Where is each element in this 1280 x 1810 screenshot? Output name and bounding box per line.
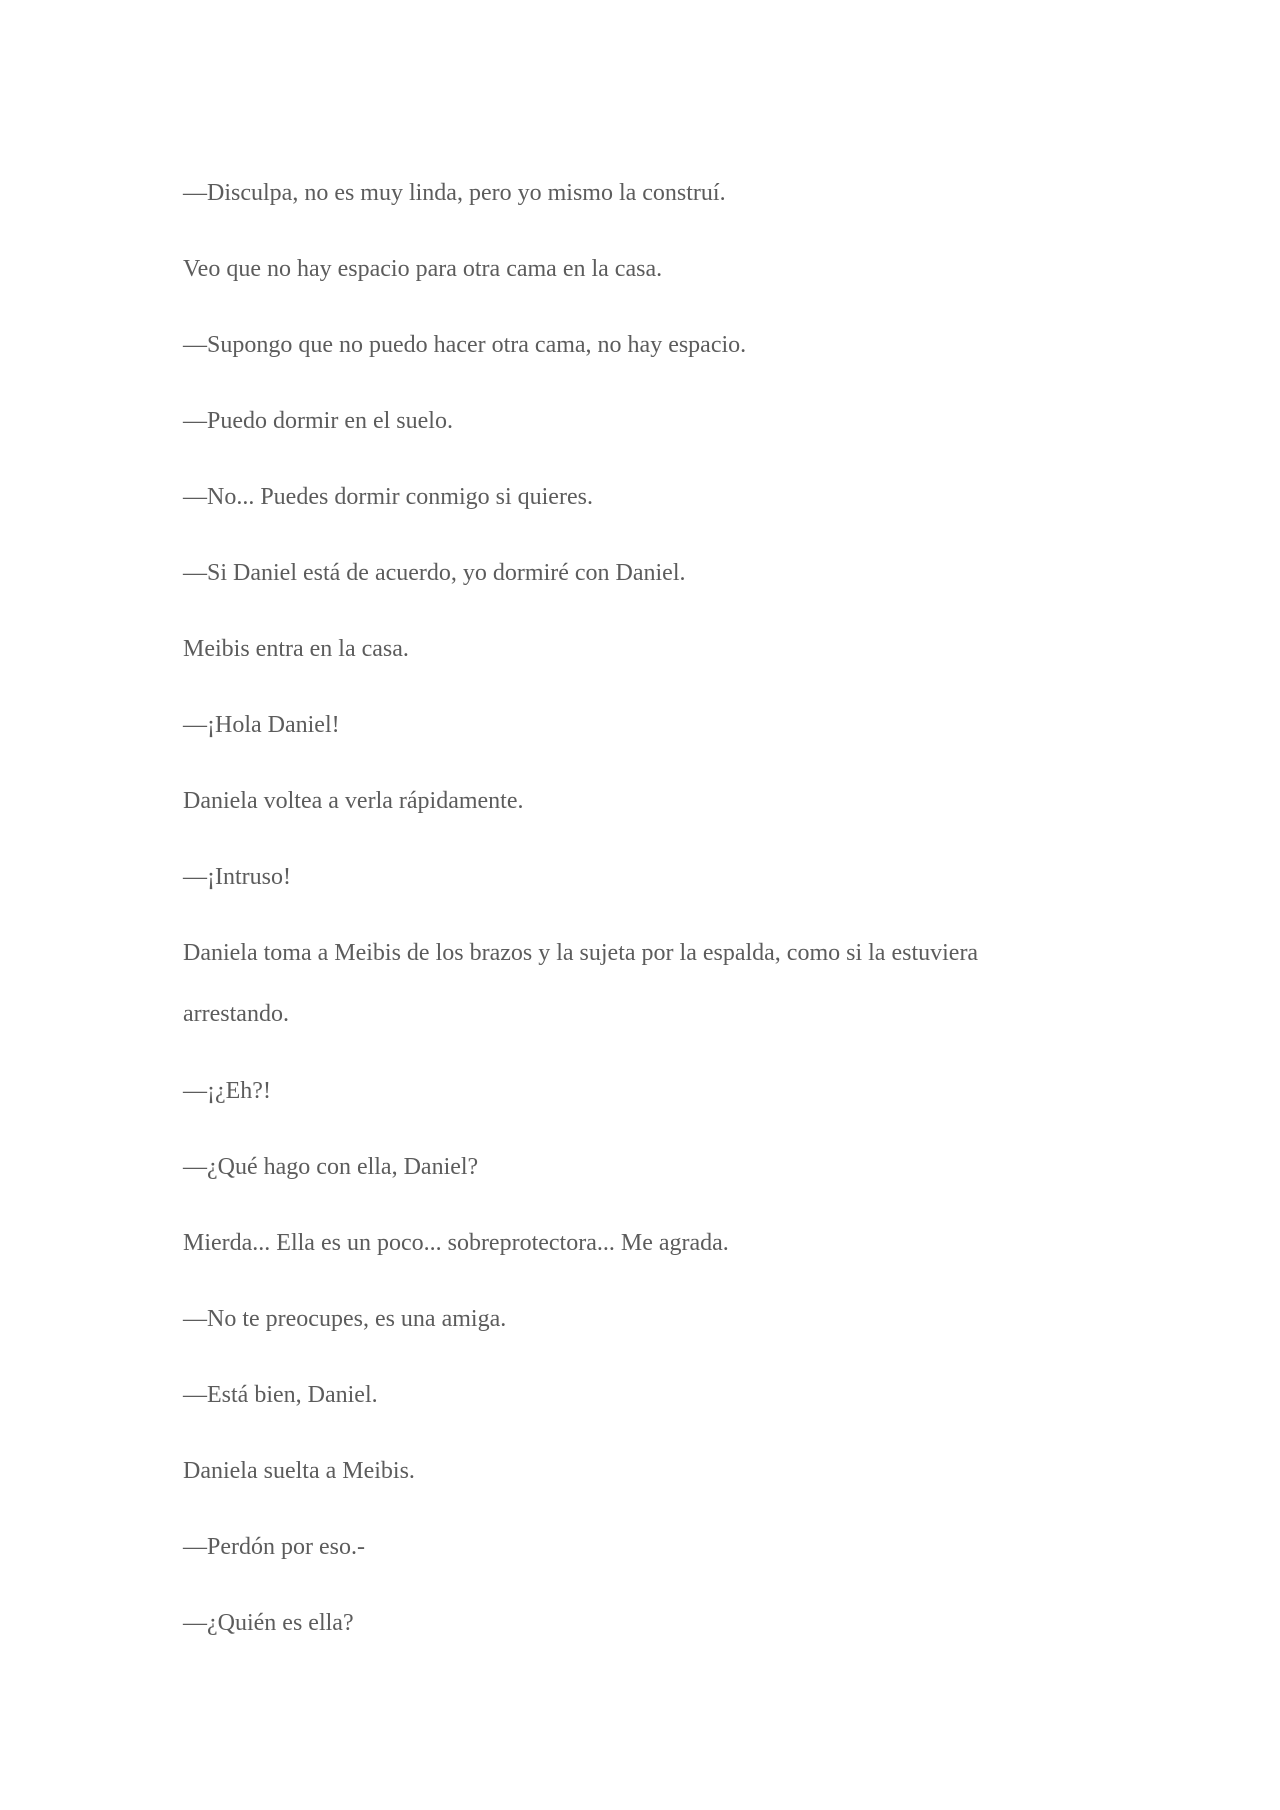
paragraph: —Si Daniel está de acuerdo, yo dormiré con Daniel. xyxy=(183,560,686,586)
paragraph: Daniela toma a Meibis de los brazos y la sujeta por la espalda, como si la estuviera arrestando. xyxy=(183,940,979,1027)
paragraph: —¡Intruso! xyxy=(183,864,291,890)
paragraph: Veo que no hay espacio para otra cama en la casa. xyxy=(183,256,663,282)
paragraph: —¿Qué hago con ella, Daniel? xyxy=(183,1154,479,1180)
paragraph: Meibis entra en la casa. xyxy=(183,636,409,662)
paragraph: —Puedo dormir en el suelo. xyxy=(183,408,453,434)
paragraph: —Está bien, Daniel. xyxy=(183,1382,378,1408)
paragraph: —¡¿Eh?! xyxy=(183,1078,271,1104)
paragraph: Daniela suelta a Meibis. xyxy=(183,1458,415,1484)
paragraph: Mierda... Ella es un poco... sobreprotectora... Me agrada. xyxy=(183,1230,729,1256)
body-text xyxy=(183,178,1083,1684)
paragraph: —Supongo que no puedo hacer otra cama, no hay espacio. xyxy=(183,332,747,358)
paragraph: Daniela voltea a verla rápidamente. xyxy=(183,788,524,814)
paragraph: —¿Quién es ella? xyxy=(183,1610,354,1636)
paragraph: —Disculpa, no es muy linda, pero yo mismo la construí. xyxy=(183,180,726,206)
paragraph: —¡Hola Daniel! xyxy=(183,712,340,738)
paragraph: —No te preocupes, es una amiga. xyxy=(183,1306,507,1332)
paragraph: —Perdón por eso.- xyxy=(183,1534,365,1560)
paragraph: —No... Puedes dormir conmigo si quieres. xyxy=(183,484,593,510)
